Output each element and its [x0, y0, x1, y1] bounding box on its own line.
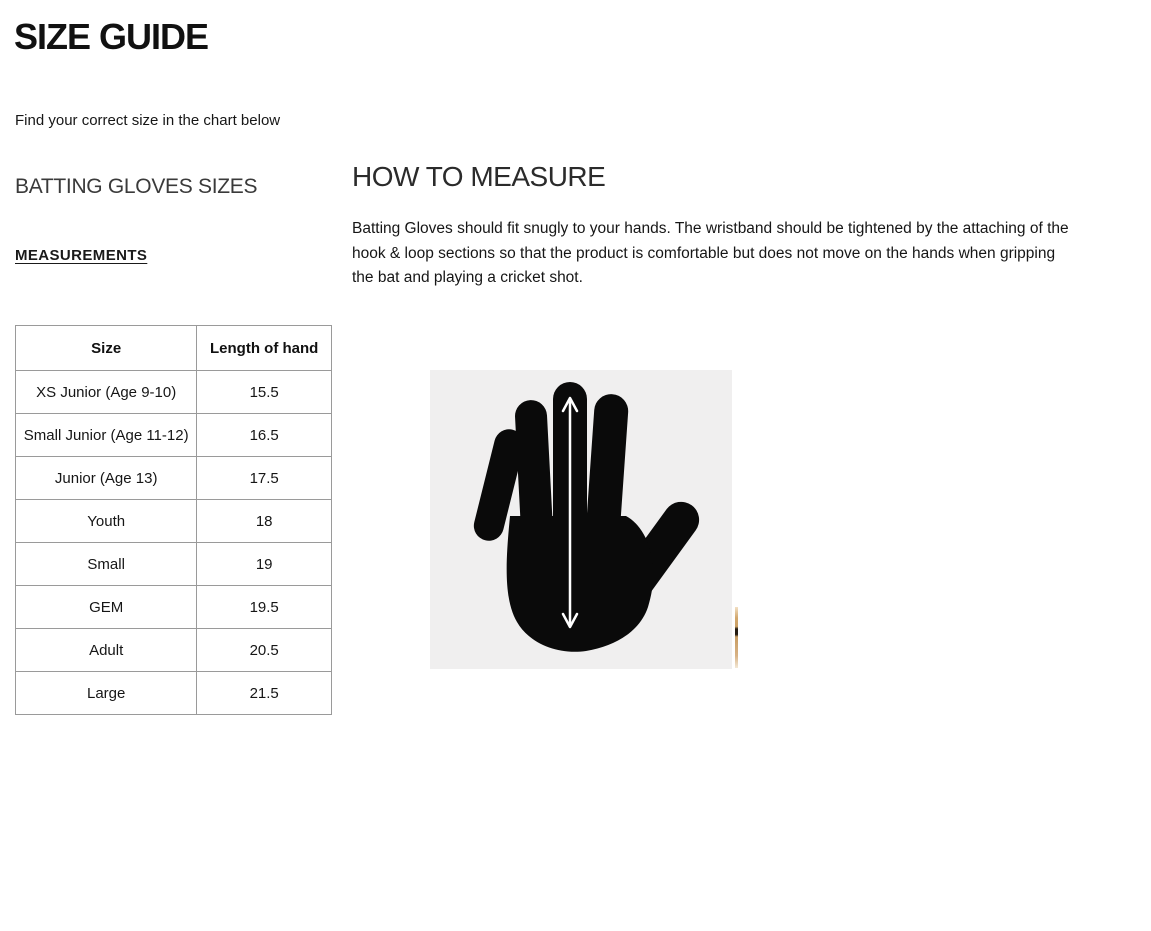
- size-table: [15, 325, 332, 715]
- how-to-measure-text-line: Batting Gloves should fit snugly to your hands. The wristband should be tightened by the attaching of the: [352, 220, 1069, 237]
- table-row: [16, 543, 332, 586]
- length-of-hand-cell: 19.5: [197, 586, 332, 629]
- size-column-header: Size: [16, 326, 197, 371]
- length-of-hand-cell: 20.5: [197, 629, 332, 672]
- how-to-measure-paragraph: [352, 217, 1069, 291]
- size-cell: Small Junior (Age 11-12): [16, 414, 197, 457]
- size-cell: Adult: [16, 629, 197, 672]
- page-subtitle: Find your correct size in the chart below: [15, 112, 281, 129]
- length-of-hand-cell: 17.5: [197, 457, 332, 500]
- hand-silhouette-icon: [430, 370, 732, 669]
- table-row: [16, 371, 332, 414]
- page-title: SIZE GUIDE: [14, 16, 209, 57]
- length-of-hand-cell: 21.5: [197, 672, 332, 715]
- hand-measurement-figure: [430, 370, 732, 669]
- length-of-hand-cell: 15.5: [197, 371, 332, 414]
- how-to-measure-text-line: the bat and playing a cricket shot.: [352, 269, 583, 286]
- size-cell: Youth: [16, 500, 197, 543]
- measurements-link[interactable]: MEASUREMENTS: [15, 247, 148, 264]
- length-of-hand-cell: 19: [197, 543, 332, 586]
- size-table-body: [16, 371, 332, 715]
- size-cell: GEM: [16, 586, 197, 629]
- size-cell: Junior (Age 13): [16, 457, 197, 500]
- how-to-measure-text-line: hook & loop sections so that the product is comfortable but does not move on the hands when gripping: [352, 244, 1056, 262]
- table-row: [16, 414, 332, 457]
- how-to-measure-title: HOW TO MEASURE: [352, 161, 606, 192]
- size-cell: XS Junior (Age 9-10): [16, 371, 197, 414]
- clipped-element-artifact: [735, 607, 738, 668]
- size-table-header-row: [16, 326, 332, 371]
- section-title-batting-gloves-sizes: BATTING GLOVES SIZES: [15, 175, 258, 198]
- length-of-hand-column-header: Length of hand: [197, 326, 332, 371]
- table-row: [16, 586, 332, 629]
- table-row: [16, 457, 332, 500]
- length-of-hand-cell: 18: [197, 500, 332, 543]
- size-cell: Small: [16, 543, 197, 586]
- length-of-hand-cell: 16.5: [197, 414, 332, 457]
- table-row: [16, 500, 332, 543]
- table-row: [16, 672, 332, 715]
- size-cell: Large: [16, 672, 197, 715]
- table-row: [16, 629, 332, 672]
